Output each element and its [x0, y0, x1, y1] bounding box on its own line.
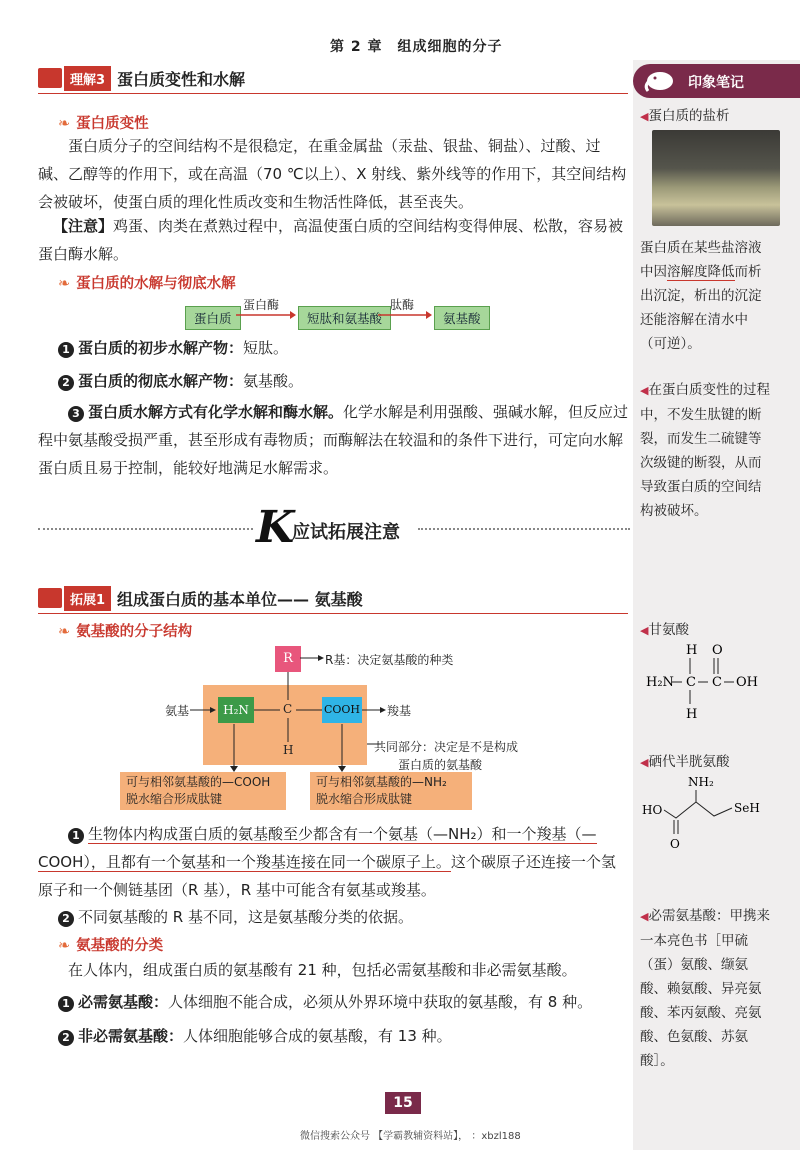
- flow-amino-acid: 氨基酸: [434, 306, 490, 330]
- point-structure: 1 生物体内构成蛋白质的氨基酸至少都含有一个氨基（—NH₂）和一个羧基（—COOH），且都有一个氨基和一个羧基连接在同一个碳原子上。这个碳原子还连接一个氢原子和一个侧链基团（R 基），R 基中可能含有氨基或羧基。: [38, 825, 616, 899]
- item-complete-product: 2 蛋白质的彻底水解产物：氨基酸。: [58, 367, 303, 395]
- r-group-note: R基：决定氨基酸的种类: [325, 653, 454, 667]
- r-group-box: R: [275, 646, 301, 672]
- classification-paragraph: 在人体内，组成蛋白质的氨基酸有 21 种，包括必需氨基酸和非必需氨基酸。: [68, 961, 577, 979]
- item-hydrolysis-methods: 3 蛋白质水解方式有化学水解和酶水解。化学水解是利用强酸、强碱水解，但反应过程中氨基酸受损严重，甚至形成有毒物质；而酶解法在较温和的条件下进行，可定向水解蛋白质且易于控制，能较好地满足水解需求。: [38, 403, 629, 477]
- alpha-carbon: C: [283, 702, 293, 716]
- flow-protein: 蛋白质: [185, 306, 241, 330]
- hydrogen-atom: H: [283, 743, 294, 757]
- box-line: 脱水缩合形成肽键: [316, 792, 413, 806]
- underlined-text: 生物体内构成蛋白质的氨基酸至少都含有一个氨基（—NH₂）和一个羧基（—COOH），且都有一个氨基和一个羧基连接在同一个碳原子上。: [38, 825, 597, 871]
- banner-dots-right: [418, 528, 630, 530]
- gly-oh: OH: [736, 675, 758, 690]
- arrow-icon: [362, 704, 386, 716]
- banner-k-icon: K: [256, 502, 295, 553]
- common-part-note2: 蛋白质的氨基酸: [398, 758, 483, 772]
- footer-text: 微信搜索公众号 【学霸教辅资料站】， ：xbzl188: [300, 1131, 521, 1142]
- sidebar-note-denature: [640, 378, 772, 523]
- note-text: 蛋白质在某些盐溶液中因溶解度降低而析出沉淀，析出的沉淀还能溶解在清水中（可逆）。: [640, 240, 762, 352]
- arrow-icon: [236, 310, 296, 320]
- note-text: 鸡蛋、肉类在煮熟过程中，高温使蛋白质的空间结构变得伸展、松散，容易被蛋白酶水解。: [38, 217, 624, 263]
- note-label: 【注意】: [53, 217, 114, 235]
- glycine-structure: [642, 640, 782, 722]
- common-part-note1: 共同部分：决定是不是构成: [374, 740, 519, 754]
- section-header-understand3: [38, 64, 245, 92]
- section-header-expand1: [38, 584, 363, 612]
- triangle-icon: ◀: [640, 624, 649, 637]
- selenocysteine-structure: [642, 772, 782, 852]
- note-title: 蛋白质的盐析: [648, 108, 730, 124]
- leaf-icon: ❧: [58, 624, 71, 640]
- triangle-icon: ◀: [640, 384, 649, 397]
- book-icon: [38, 588, 62, 608]
- note-title: 硒代半胱氨酸: [648, 754, 730, 770]
- flow-peptides: 短肽和氨基酸: [298, 306, 391, 330]
- arrow-icon: [190, 704, 216, 716]
- sidebar-note-salting-text: [640, 236, 772, 356]
- denaturation-paragraph: 蛋白质分子的空间结构不是很稳定，在重金属盐（汞盐、银盐、铜盐）、过酸、过碱、乙醇等的作用下，或在高温（70 ℃以上）、X 射线、紫外线等的作用下，其空间结构会被破坏，使蛋白质的理化性质改变和生物活性降低，甚至丧失。: [38, 137, 627, 211]
- leaf-icon: ❧: [58, 938, 71, 954]
- nonessential-amino-acids: 2 非必需氨基酸：人体细胞能够合成的氨基酸，有 13 种。: [58, 1022, 452, 1050]
- flow-enzyme2: 肽酶: [390, 298, 415, 312]
- arrow-down-icon: [228, 724, 240, 772]
- underlined-text: 溶解度降低: [667, 264, 735, 280]
- elephant-icon: [640, 66, 680, 94]
- gly-o: O: [712, 643, 723, 658]
- gly-h2n: H₂N: [646, 675, 674, 690]
- sidebar-title: 印象笔记: [688, 75, 744, 91]
- amino-group-box: H₂N: [218, 697, 254, 723]
- subheading-classification: ❧ 氨基酸的分类: [58, 938, 164, 954]
- sec-ho: HO: [642, 803, 663, 817]
- subheading-structure: ❧ 氨基酸的分子结构: [58, 624, 193, 640]
- banner-title: 应试拓展注意: [292, 522, 400, 543]
- note-text: 必需氨基酸：甲携来一本亮色书［甲硫（蛋）氨酸、缬氨酸、赖氨酸、异亮氨酸、苯丙氨酸、亮氨酸、色氨酸、苏氨酸］。: [640, 908, 770, 1069]
- subheading-denaturation: ❧ 蛋白质变性: [58, 116, 149, 132]
- salting-out-photo: [652, 130, 780, 226]
- note-paragraph: [38, 212, 630, 268]
- sec-o: O: [670, 837, 680, 851]
- flow-enzyme1: 蛋白酶: [243, 298, 280, 312]
- subheading-hydrolysis: ❧ 蛋白质的水解与彻底水解: [58, 276, 236, 292]
- note-text: 在蛋白质变性的过程中，不发生肽键的断裂，而发生二硫键等次级键的断裂，从而导致蛋白质的空间结构被破坏。: [640, 382, 770, 519]
- section-label: 拓展1: [64, 586, 111, 611]
- sidebar-note-salting: [640, 104, 775, 129]
- chapter-header: 第 2 章 组成细胞的分子: [330, 39, 503, 55]
- sec-nh2: NH₂: [688, 775, 714, 789]
- sec-seh: SeH: [734, 801, 760, 815]
- section-divider: [38, 93, 628, 94]
- amino-bond-box: [120, 772, 286, 810]
- box-line: 可与相邻氨基酸的—NH₂: [316, 775, 447, 789]
- page-number: 15: [385, 1092, 421, 1114]
- carboxyl-group-label: 羧基: [387, 704, 412, 718]
- banner-dots-left: [38, 528, 253, 530]
- carboxyl-group-box: COOH: [322, 697, 362, 723]
- box-line: 脱水缩合形成肽键: [126, 792, 223, 806]
- gly-h-top: H: [686, 643, 698, 658]
- triangle-icon: ◀: [640, 910, 649, 923]
- gly-c1: C: [686, 675, 696, 690]
- section-label: 理解3: [64, 66, 111, 91]
- leaf-icon: ❧: [58, 116, 71, 132]
- section-divider: [38, 613, 628, 614]
- item-primary-product: 1 蛋白质的初步水解产物：短肽。: [58, 334, 288, 362]
- triangle-icon: ◀: [640, 110, 649, 123]
- sidebar-note-essential: [640, 904, 772, 1073]
- essential-amino-acids: 1 必需氨基酸：人体细胞不能合成，必须从外界环境中获取的氨基酸，有 8 种。: [58, 988, 628, 1016]
- gly-c2: C: [712, 675, 722, 690]
- note-title: 甘氨酸: [648, 622, 689, 638]
- box-line: 可与相邻氨基酸的—COOH: [126, 775, 271, 789]
- gly-h-bot: H: [686, 707, 698, 722]
- point-classification-basis: 2 不同氨基酸的 R 基不同，这是氨基酸分类的依据。: [58, 903, 413, 931]
- book-icon: [38, 68, 62, 88]
- carboxyl-bond-box: [310, 772, 472, 810]
- triangle-icon: ◀: [640, 756, 649, 769]
- leaf-icon: ❧: [58, 276, 71, 292]
- arrow-icon: [378, 310, 432, 320]
- section-title: 蛋白质变性和水解: [117, 69, 246, 89]
- section-title: 组成蛋白质的基本单位—— 氨基酸: [117, 589, 363, 609]
- amino-group-label: 氨基: [165, 704, 190, 718]
- arrow-down-icon: [336, 724, 348, 772]
